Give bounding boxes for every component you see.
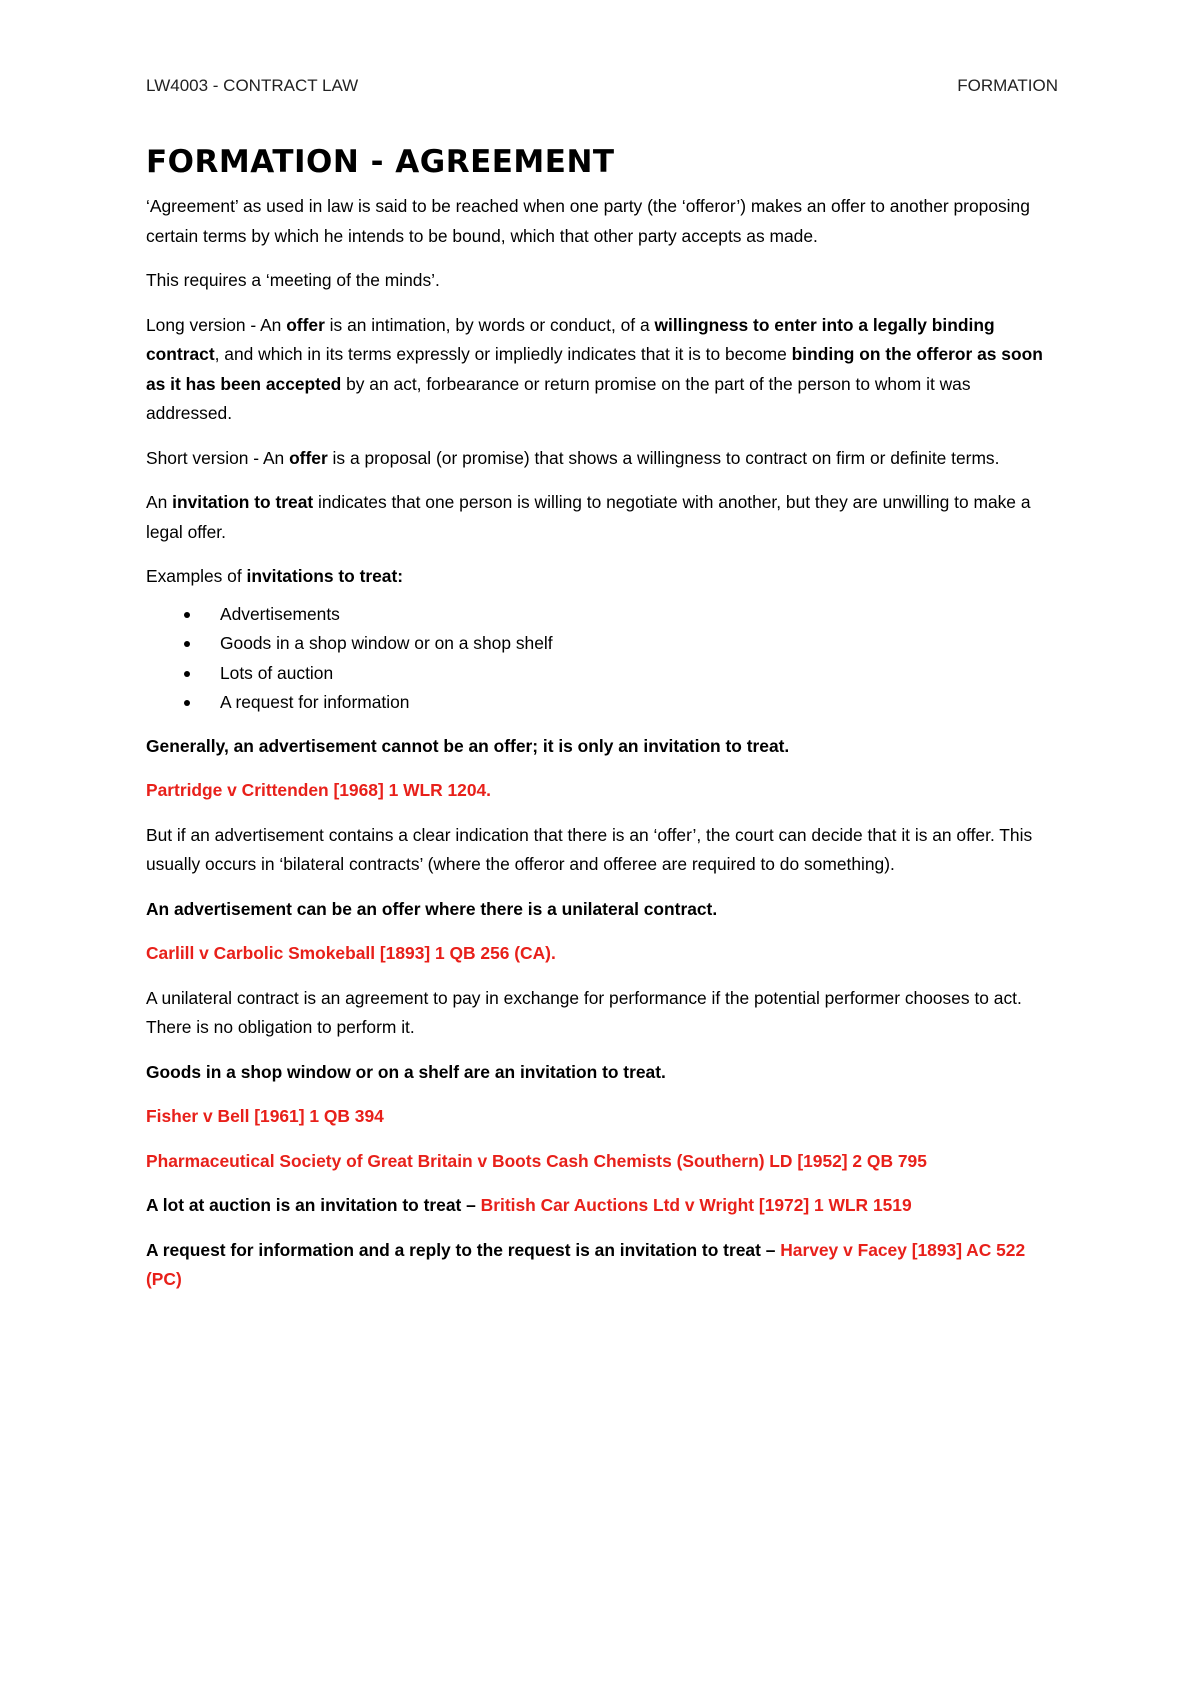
case-carlill: Carlill v Carbolic Smokeball [1893] 1 QB 256 (CA). xyxy=(146,943,556,963)
page-title: FORMATION - AGREEMENT xyxy=(146,144,615,180)
page-header xyxy=(146,76,1058,100)
statement-request: A request for information and a reply to the request is an invitation to treat – Harvey v Facey [1893] AC 522 (PC) xyxy=(146,1239,1026,1289)
paragraph-long-version: Long version - An offer is an intimation, by words or conduct, of a willingness to enter into a legally binding contract, and which in its terms expressly or impliedly indicates that it is to become binding on the offeror as soon as it has been accepted by an act, forbearance or return promise on the part of the person to whom it was addressed. xyxy=(146,314,1043,423)
case-harvey: Harvey v Facey [1893] AC 522 (PC) xyxy=(146,1239,1026,1289)
paragraph-agreement-definition: ‘Agreement’ as used in law is said to be reached when one party (the ‘offeror’) makes an offer to another proposing certain terms by which he intends to be bound, which that other party accepts as made. xyxy=(146,196,1030,246)
document-body xyxy=(146,142,1058,1310)
header-course: LW4003 - CONTRACT LAW xyxy=(146,76,359,95)
list-item: Goods in a shop window or on a shop shelf xyxy=(146,629,1058,659)
header-section: FORMATION xyxy=(957,76,1058,95)
paragraph-invitation-to-treat: An invitation to treat indicates that one person is willing to negotiate with another, but they are unwilling to make a legal offer. xyxy=(146,492,1031,542)
paragraph-short-version: Short version - An offer is a proposal (or promise) that shows a willingness to contract on firm or definite terms. xyxy=(146,447,1000,468)
paragraph-unilateral-definition: A unilateral contract is an agreement to pay in exchange for performance if the potential performer chooses to act. There is no obligation to perform it. xyxy=(146,987,1022,1037)
paragraph-bilateral: But if an advertisement contains a clear indication that there is an ‘offer’, the court can decide that it is an offer. This usually occurs in ‘bilateral contracts’ (where the offeror and offeree are required to do something). xyxy=(146,824,1033,874)
statement-shop-window: Goods in a shop window or on a shelf are an invitation to treat. xyxy=(146,1061,666,1082)
statement-unilateral: An advertisement can be an offer where there is a unilateral contract. xyxy=(146,898,718,919)
list-item: Lots of auction xyxy=(146,659,1058,689)
bullet-icon xyxy=(184,700,190,706)
case-boots: Pharmaceutical Society of Great Britain v Boots Cash Chemists (Southern) LD [1952] 2 QB 795 xyxy=(146,1150,927,1171)
bullet-icon xyxy=(184,612,190,618)
statement-auction: A lot at auction is an invitation to treat – British Car Auctions Ltd v Wright [1972] 1 WLR 1519 xyxy=(146,1195,912,1215)
examples-list xyxy=(146,600,1058,718)
statement-advertisement: Generally, an advertisement cannot be an offer; it is only an invitation to treat. xyxy=(146,735,790,756)
case-fisher: Fisher v Bell [1961] 1 QB 394 xyxy=(146,1106,384,1126)
paragraph-meeting-of-minds: This requires a ‘meeting of the minds’. xyxy=(146,270,440,290)
list-item: Advertisements xyxy=(146,600,1058,630)
case-partridge: Partridge v Crittenden [1968] 1 WLR 1204. xyxy=(146,780,492,800)
list-item: A request for information xyxy=(146,688,1058,718)
bullet-icon xyxy=(184,641,190,647)
paragraph-examples-intro: Examples of invitations to treat: xyxy=(146,566,404,586)
bullet-icon xyxy=(184,671,190,677)
case-british-car-auctions: British Car Auctions Ltd v Wright [1972] 1 WLR 1519 xyxy=(480,1195,912,1215)
